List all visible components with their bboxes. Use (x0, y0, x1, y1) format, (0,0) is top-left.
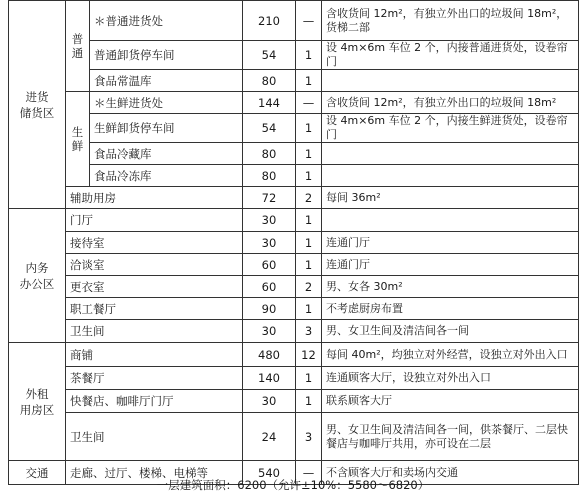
table-row (9, 143, 579, 165)
room-note (322, 209, 579, 232)
room-name: 卫生间 (66, 320, 243, 343)
room-area: 80 (243, 165, 296, 187)
room-name: 更衣室 (66, 276, 243, 298)
room-area: 90 (243, 298, 296, 320)
room-note: 不含顾客大厅和卖场内交通 (322, 461, 579, 485)
table-row (9, 254, 579, 276)
room-name: 普通卸货停车间 (90, 41, 243, 70)
room-note: 连通门厅 (322, 254, 579, 276)
zone-label: 外租 用房区 (9, 343, 66, 461)
room-area: 60 (243, 276, 296, 298)
table-row (9, 165, 579, 187)
table-row (9, 320, 579, 343)
room-note: 含收货间 12m²，有独立外出口的垃圾间 18m²，货梯二部 (322, 1, 579, 41)
table-row (9, 232, 579, 254)
room-count: 1 (296, 165, 322, 187)
room-name: 卫生间 (66, 413, 243, 461)
room-count: 1 (296, 209, 322, 232)
room-note: 男、女各 30m² (322, 276, 579, 298)
room-note (322, 70, 579, 92)
room-area: 480 (243, 343, 296, 367)
subzone-label: 普 通 (66, 1, 90, 92)
room-area: 24 (243, 413, 296, 461)
table-row (9, 70, 579, 92)
room-count: 1 (296, 143, 322, 165)
room-note: 男、女卫生间及清洁间各一间 (322, 320, 579, 343)
room-name: 茶餐厅 (66, 367, 243, 390)
room-area: 30 (243, 320, 296, 343)
room-count: 1 (296, 114, 322, 143)
room-area: 80 (243, 143, 296, 165)
room-count: 2 (296, 187, 322, 209)
room-count: 3 (296, 320, 322, 343)
room-note: 连通门厅 (322, 232, 579, 254)
room-count: 2 (296, 276, 322, 298)
room-area: 210 (243, 1, 296, 41)
room-count: 1 (296, 70, 322, 92)
room-count: — (296, 461, 322, 485)
room-area: 54 (243, 114, 296, 143)
room-area: 30 (243, 232, 296, 254)
room-name: 接待室 (66, 232, 243, 254)
room-name: 食品冷冻库 (90, 165, 243, 187)
room-area: 60 (243, 254, 296, 276)
space-program-table (8, 0, 579, 485)
room-note: 联系顾客大厅 (322, 390, 579, 413)
zone-label: 进货 储货区 (9, 1, 66, 209)
table-row (9, 187, 579, 209)
table-row (9, 276, 579, 298)
table-row (9, 1, 579, 41)
room-name: 走廊、过厅、楼梯、电梯等 (66, 461, 243, 485)
room-area: 144 (243, 92, 296, 114)
table-row (9, 343, 579, 367)
room-name: 门厅 (66, 209, 243, 232)
room-count: — (296, 1, 322, 41)
table-row (9, 367, 579, 390)
room-name: 食品冷藏库 (90, 143, 243, 165)
room-area: 140 (243, 367, 296, 390)
room-note: 含收货间 12m²，有独立外出口的垃圾间 18m² (322, 92, 579, 114)
subzone-label: 生 鲜 (66, 92, 90, 187)
room-count: 1 (296, 390, 322, 413)
room-note: 男、女卫生间及清洁间各一间，供茶餐厅、二层快餐店与咖啡厅共用，亦可设在二层 (322, 413, 579, 461)
room-note: 设 4m×6m 车位 2 个，内接生鲜进货处，设卷帘门 (322, 114, 579, 143)
room-note (322, 165, 579, 187)
zone-label: 内务 办公区 (9, 209, 66, 343)
room-area: 80 (243, 70, 296, 92)
room-count: 3 (296, 413, 322, 461)
room-name: 商铺 (66, 343, 243, 367)
room-count: 1 (296, 232, 322, 254)
room-note: 设 4m×6m 车位 2 个，内接普通进货处，设卷帘门 (322, 41, 579, 70)
room-area: 72 (243, 187, 296, 209)
room-name: 职工餐厅 (66, 298, 243, 320)
room-count: 12 (296, 343, 322, 367)
room-name: 辅助用房 (66, 187, 243, 209)
room-area: 30 (243, 209, 296, 232)
room-name: 生鲜卸货停车间 (90, 114, 243, 143)
room-note: 不考虑厨房布置 (322, 298, 579, 320)
room-count: 1 (296, 254, 322, 276)
room-count: — (296, 92, 322, 114)
table-row (9, 298, 579, 320)
room-count: 1 (296, 367, 322, 390)
room-area: 540 (243, 461, 296, 485)
table-row (9, 209, 579, 232)
table-row (9, 413, 579, 461)
total-area-note: 一层建筑面积：6200（允许±10%：5580～6820） (156, 478, 430, 492)
room-name: ＊普通进货处 (90, 1, 243, 41)
room-count: 1 (296, 298, 322, 320)
room-count: 1 (296, 41, 322, 70)
room-note: 连通顾客大厅，设独立对外出入口 (322, 367, 579, 390)
table-row (9, 114, 579, 143)
room-name: 食品常温库 (90, 70, 243, 92)
room-name: ＊生鲜进货处 (90, 92, 243, 114)
table-row (9, 92, 579, 114)
zone-label: 交通 (9, 461, 66, 485)
room-name: 快餐店、咖啡厅门厅 (66, 390, 243, 413)
room-name: 洽谈室 (66, 254, 243, 276)
room-area: 54 (243, 41, 296, 70)
room-area: 30 (243, 390, 296, 413)
table-row (9, 41, 579, 70)
room-note: 每间 40m²，均独立对外经营，设独立对外出入口 (322, 343, 579, 367)
table-row (9, 390, 579, 413)
room-note (322, 143, 579, 165)
room-note: 每间 36m² (322, 187, 579, 209)
